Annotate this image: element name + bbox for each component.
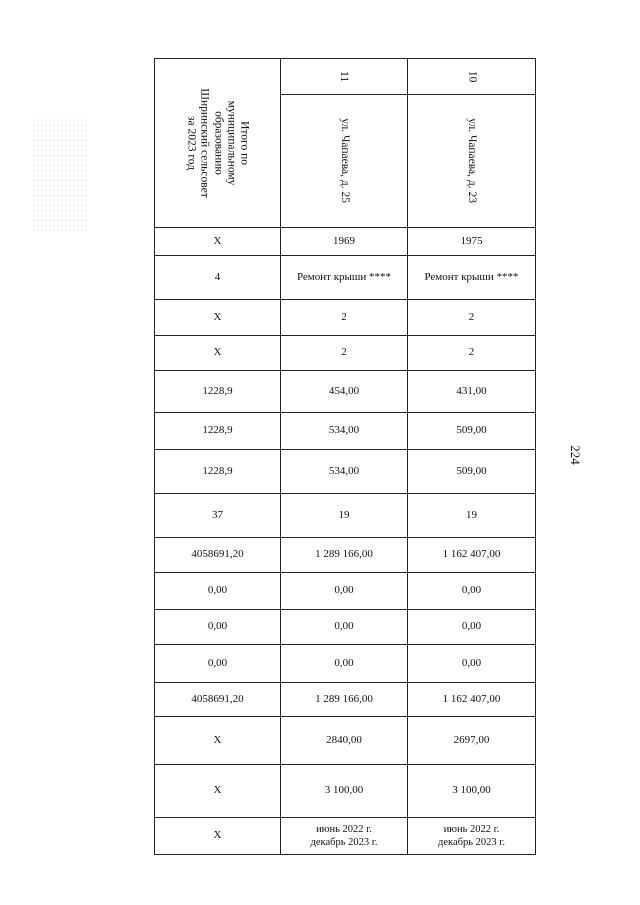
- col11-cell: 1 289 166,00: [281, 538, 408, 573]
- header-col10-address: ул. Чапаева, д. 23: [466, 118, 479, 204]
- col10-cell: 0,00: [408, 610, 536, 645]
- header-col11-address: ул. Чапаева, д. 25: [338, 118, 351, 204]
- header-number-row: [155, 59, 536, 95]
- header-total-label: Итого по муниципальному образованию Ширинский сельсовет за 2023 год: [185, 88, 251, 198]
- total-cell: Х: [155, 336, 281, 371]
- table-row: [155, 336, 536, 371]
- col10-cell: 19: [408, 494, 536, 538]
- total-cell: Х: [155, 717, 281, 765]
- table-row: [155, 645, 536, 683]
- total-cell: 1228,9: [155, 413, 281, 450]
- col10-cell: 2697,00: [408, 717, 536, 765]
- table-row: [155, 573, 536, 610]
- table-row: [155, 717, 536, 765]
- table-row: [155, 683, 536, 717]
- col10-cell: 1975: [408, 228, 536, 256]
- col11-cell: 534,00: [281, 413, 408, 450]
- table-row: [155, 413, 536, 450]
- col11-cell: 454,00: [281, 371, 408, 413]
- col10-cell: июнь 2022 г. декабрь 2023 г.: [408, 818, 536, 855]
- table-row: [155, 228, 536, 256]
- table-row: [155, 494, 536, 538]
- header-total-cell: [155, 59, 281, 228]
- col10-cell: 0,00: [408, 645, 536, 683]
- header-col11-number-cell: [281, 59, 408, 95]
- table-row: [155, 300, 536, 336]
- total-cell: 4: [155, 256, 281, 300]
- page-number: 224: [568, 445, 583, 465]
- table-row: [155, 538, 536, 573]
- table-row: [155, 450, 536, 494]
- col11-cell: 2: [281, 300, 408, 336]
- col11-cell: 0,00: [281, 610, 408, 645]
- col10-cell: 431,00: [408, 371, 536, 413]
- col10-cell: 1 162 407,00: [408, 538, 536, 573]
- col11-cell: 19: [281, 494, 408, 538]
- col11-cell: Ремонт крыши ****: [281, 256, 408, 300]
- col10-cell: 1 162 407,00: [408, 683, 536, 717]
- data-table: [154, 58, 536, 855]
- total-cell: Х: [155, 300, 281, 336]
- total-cell: 1228,9: [155, 450, 281, 494]
- header-col10-address-cell: [408, 95, 536, 228]
- total-cell: Х: [155, 818, 281, 855]
- col11-cell: 0,00: [281, 645, 408, 683]
- col11-cell: июнь 2022 г. декабрь 2023 г.: [281, 818, 408, 855]
- col10-cell: 2: [408, 300, 536, 336]
- header-col10-number: 10: [466, 70, 479, 82]
- total-cell: 1228,9: [155, 371, 281, 413]
- col10-cell: 509,00: [408, 413, 536, 450]
- total-cell: 37: [155, 494, 281, 538]
- col10-cell: 509,00: [408, 450, 536, 494]
- table-row: [155, 818, 536, 855]
- header-col10-number-cell: [408, 59, 536, 95]
- col11-cell: 1969: [281, 228, 408, 256]
- col10-cell: 2: [408, 336, 536, 371]
- col10-cell: 0,00: [408, 573, 536, 610]
- table-row: [155, 765, 536, 818]
- table-row: [155, 371, 536, 413]
- total-cell: Х: [155, 765, 281, 818]
- scan-artifact: [32, 118, 87, 233]
- table-row: [155, 256, 536, 300]
- col11-cell: 3 100,00: [281, 765, 408, 818]
- col11-cell: 0,00: [281, 573, 408, 610]
- col10-cell: 3 100,00: [408, 765, 536, 818]
- total-cell: 4058691,20: [155, 538, 281, 573]
- col10-cell: Ремонт крыши ****: [408, 256, 536, 300]
- total-cell: Х: [155, 228, 281, 256]
- header-col11-address-cell: [281, 95, 408, 228]
- header-col11-number: 11: [338, 70, 351, 82]
- col11-cell: 2840,00: [281, 717, 408, 765]
- table-row: [155, 610, 536, 645]
- total-cell: 4058691,20: [155, 683, 281, 717]
- total-cell: 0,00: [155, 610, 281, 645]
- total-cell: 0,00: [155, 645, 281, 683]
- col11-cell: 2: [281, 336, 408, 371]
- col11-cell: 534,00: [281, 450, 408, 494]
- col11-cell: 1 289 166,00: [281, 683, 408, 717]
- total-cell: 0,00: [155, 573, 281, 610]
